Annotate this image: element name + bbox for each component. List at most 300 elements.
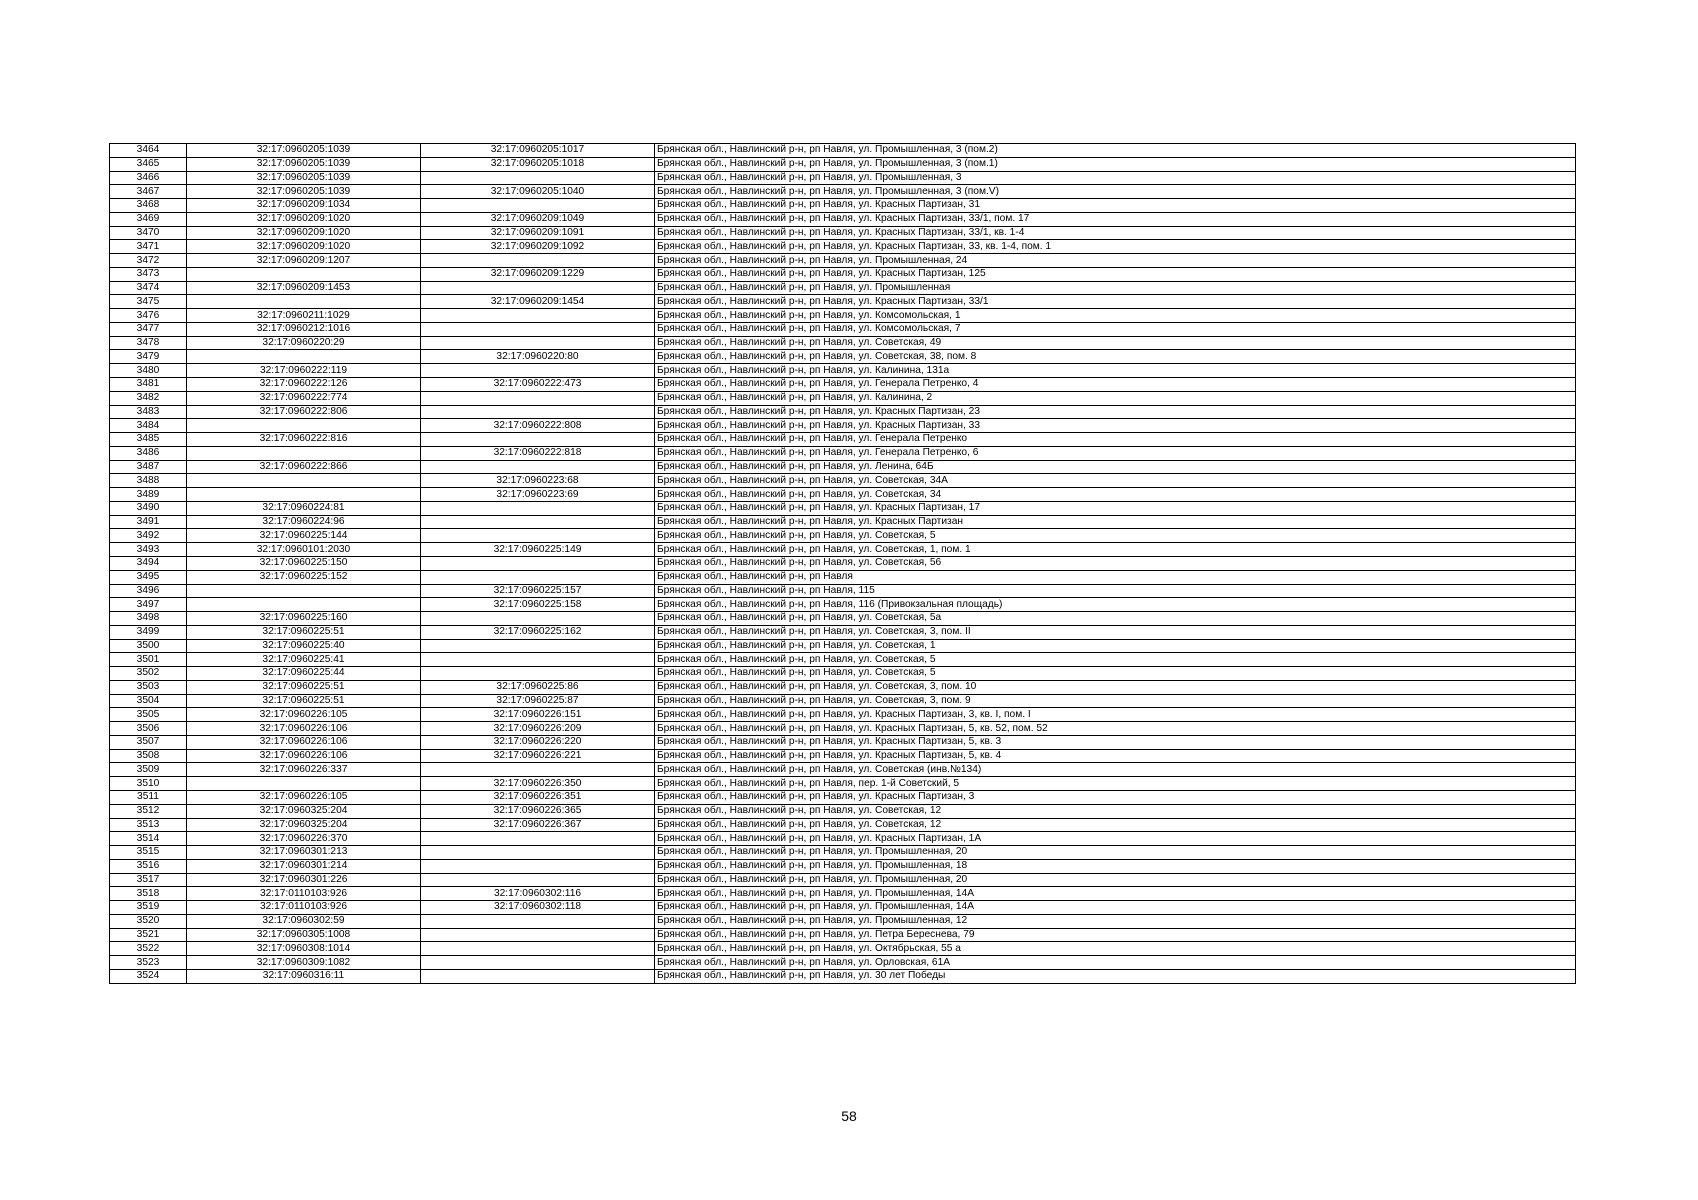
cadastral-number-cell: 32:17:0960205:1039	[187, 157, 421, 171]
cadastral-number-cell: 32:17:0960220:29	[187, 336, 421, 350]
cadastral-number-cell: 32:17:0960316:11	[187, 969, 421, 983]
cadastral-number-cell: 32:17:0960209:1034	[187, 199, 421, 213]
table-row	[110, 364, 1576, 378]
address-cell: Брянская обл., Навлинский р-н, рп Навля, ул. Красных Партизан, 33/1, кв. 1-4	[655, 226, 1576, 240]
row-number-cell: 3491	[110, 515, 187, 529]
premises-cadastral-number-cell	[421, 859, 655, 873]
cadastral-number-cell: 32:17:0960225:41	[187, 653, 421, 667]
cadastral-number-cell: 32:17:0960226:370	[187, 832, 421, 846]
table-row	[110, 887, 1576, 901]
table-row	[110, 901, 1576, 915]
row-number-cell: 3486	[110, 446, 187, 460]
row-number-cell: 3511	[110, 790, 187, 804]
premises-cadastral-number-cell: 32:17:0960223:68	[421, 474, 655, 488]
address-cell: Брянская обл., Навлинский р-н, рп Навля, ул. 30 лет Победы	[655, 969, 1576, 983]
table-row	[110, 171, 1576, 185]
cadastral-number-cell	[187, 419, 421, 433]
cadastral-number-cell: 32:17:0960308:1014	[187, 942, 421, 956]
address-cell: Брянская обл., Навлинский р-н, рп Навля, ул. Советская, 5	[655, 667, 1576, 681]
premises-cadastral-number-cell: 32:17:0960226:365	[421, 804, 655, 818]
premises-cadastral-number-cell	[421, 254, 655, 268]
premises-cadastral-number-cell	[421, 914, 655, 928]
premises-cadastral-number-cell	[421, 956, 655, 970]
row-number-cell: 3469	[110, 212, 187, 226]
table-row	[110, 625, 1576, 639]
cadastral-number-cell: 32:17:0960226:106	[187, 749, 421, 763]
premises-cadastral-number-cell: 32:17:0960222:808	[421, 419, 655, 433]
cadastral-number-cell: 32:17:0960225:51	[187, 680, 421, 694]
premises-cadastral-number-cell: 32:17:0960209:1229	[421, 267, 655, 281]
cadastral-number-cell: 32:17:0960211:1029	[187, 309, 421, 323]
table-row	[110, 942, 1576, 956]
cadastral-number-cell: 32:17:0960205:1039	[187, 171, 421, 185]
row-number-cell: 3468	[110, 199, 187, 213]
row-number-cell: 3467	[110, 185, 187, 199]
table-row	[110, 185, 1576, 199]
address-cell: Брянская обл., Навлинский р-н, рп Навля, ул. Красных Партизан, 3	[655, 790, 1576, 804]
cadastral-number-cell: 32:17:0960225:40	[187, 639, 421, 653]
premises-cadastral-number-cell	[421, 832, 655, 846]
table-row	[110, 722, 1576, 736]
premises-cadastral-number-cell: 32:17:0960226:350	[421, 777, 655, 791]
address-cell: Брянская обл., Навлинский р-н, рп Навля, ул. Промышленная	[655, 281, 1576, 295]
address-cell: Брянская обл., Навлинский р-н, рп Навля, ул. Красных Партизан, 5, кв. 3	[655, 735, 1576, 749]
row-number-cell: 3492	[110, 529, 187, 543]
row-number-cell: 3483	[110, 405, 187, 419]
premises-cadastral-number-cell: 32:17:0960209:1092	[421, 240, 655, 254]
table-row	[110, 818, 1576, 832]
row-number-cell: 3501	[110, 653, 187, 667]
premises-cadastral-number-cell: 32:17:0960205:1040	[421, 185, 655, 199]
table-row	[110, 694, 1576, 708]
row-number-cell: 3513	[110, 818, 187, 832]
premises-cadastral-number-cell: 32:17:0960302:118	[421, 901, 655, 915]
premises-cadastral-number-cell: 32:17:0960209:1049	[421, 212, 655, 226]
row-number-cell: 3523	[110, 956, 187, 970]
cadastral-number-cell: 32:17:0960209:1020	[187, 240, 421, 254]
address-cell: Брянская обл., Навлинский р-н, рп Навля, ул. Красных Партизан, 33, кв. 1-4, пом. 1	[655, 240, 1576, 254]
address-cell: Брянская обл., Навлинский р-н, рп Навля, ул. Советская, 5а	[655, 612, 1576, 626]
premises-cadastral-number-cell: 32:17:0960225:162	[421, 625, 655, 639]
table-row	[110, 391, 1576, 405]
address-cell: Брянская обл., Навлинский р-н, рп Навля, ул. Промышленная, 3 (пом.2)	[655, 144, 1576, 158]
table-row	[110, 267, 1576, 281]
premises-cadastral-number-cell: 32:17:0960225:87	[421, 694, 655, 708]
table-row	[110, 790, 1576, 804]
table-row	[110, 474, 1576, 488]
premises-cadastral-number-cell: 32:17:0960205:1017	[421, 144, 655, 158]
table-row	[110, 515, 1576, 529]
table-row	[110, 226, 1576, 240]
address-cell: Брянская обл., Навлинский р-н, рп Навля, пер. 1-й Советский, 5	[655, 777, 1576, 791]
row-number-cell: 3515	[110, 846, 187, 860]
row-number-cell: 3482	[110, 391, 187, 405]
cadastral-number-cell	[187, 446, 421, 460]
cadastral-number-cell: 32:17:0110103:926	[187, 901, 421, 915]
premises-cadastral-number-cell: 32:17:0960302:116	[421, 887, 655, 901]
address-cell: Брянская обл., Навлинский р-н, рп Навля, ул. Советская, 38, пом. 8	[655, 350, 1576, 364]
address-cell: Брянская обл., Навлинский р-н, рп Навля, ул. Промышленная, 3 (пом.1)	[655, 157, 1576, 171]
row-number-cell: 3495	[110, 570, 187, 584]
address-cell: Брянская обл., Навлинский р-н, рп Навля, ул. Комсомольская, 7	[655, 322, 1576, 336]
address-cell: Брянская обл., Навлинский р-н, рп Навля, ул. Красных Партизан, 17	[655, 501, 1576, 515]
cadastral-number-cell	[187, 295, 421, 309]
table-row	[110, 832, 1576, 846]
table-row	[110, 846, 1576, 860]
cadastral-number-cell: 32:17:0960222:806	[187, 405, 421, 419]
table-row	[110, 378, 1576, 392]
table-row	[110, 157, 1576, 171]
table-row	[110, 680, 1576, 694]
cadastral-number-cell: 32:17:0960305:1008	[187, 928, 421, 942]
address-cell: Брянская обл., Навлинский р-н, рп Навля, ул. Советская, 12	[655, 818, 1576, 832]
row-number-cell: 3510	[110, 777, 187, 791]
address-cell: Брянская обл., Навлинский р-н, рп Навля, ул. Красных Партизан, 33	[655, 419, 1576, 433]
table-row	[110, 212, 1576, 226]
address-cell: Брянская обл., Навлинский р-н, рп Навля, ул. Промышленная, 12	[655, 914, 1576, 928]
row-number-cell: 3505	[110, 708, 187, 722]
row-number-cell: 3465	[110, 157, 187, 171]
cadastral-number-cell: 32:17:0960325:204	[187, 804, 421, 818]
row-number-cell: 3480	[110, 364, 187, 378]
cadastral-number-cell: 32:17:0960225:144	[187, 529, 421, 543]
address-cell: Брянская обл., Навлинский р-н, рп Навля, ул. Промышленная, 14А	[655, 901, 1576, 915]
cadastral-number-cell: 32:17:0960212:1016	[187, 322, 421, 336]
address-cell: Брянская обл., Навлинский р-н, рп Навля, ул. Советская, 1, пом. 1	[655, 543, 1576, 557]
cadastral-number-cell: 32:17:0960224:96	[187, 515, 421, 529]
premises-cadastral-number-cell	[421, 199, 655, 213]
address-cell: Брянская обл., Навлинский р-н, рп Навля, ул. Генерала Петренко, 6	[655, 446, 1576, 460]
row-number-cell: 3466	[110, 171, 187, 185]
cadastral-number-cell	[187, 584, 421, 598]
table-row	[110, 144, 1576, 158]
premises-cadastral-number-cell	[421, 639, 655, 653]
row-number-cell: 3521	[110, 928, 187, 942]
premises-cadastral-number-cell	[421, 846, 655, 860]
row-number-cell: 3517	[110, 873, 187, 887]
table-row	[110, 336, 1576, 350]
cadastral-number-cell: 32:17:0960222:866	[187, 460, 421, 474]
row-number-cell: 3508	[110, 749, 187, 763]
row-number-cell: 3471	[110, 240, 187, 254]
premises-cadastral-number-cell	[421, 556, 655, 570]
address-cell: Брянская обл., Навлинский р-н, рп Навля, ул. Советская (инв.№134)	[655, 763, 1576, 777]
row-number-cell: 3475	[110, 295, 187, 309]
premises-cadastral-number-cell: 32:17:0960226:220	[421, 735, 655, 749]
table-row	[110, 667, 1576, 681]
row-number-cell: 3488	[110, 474, 187, 488]
table-row	[110, 433, 1576, 447]
premises-cadastral-number-cell: 32:17:0960223:69	[421, 488, 655, 502]
table-row	[110, 584, 1576, 598]
row-number-cell: 3493	[110, 543, 187, 557]
table-row	[110, 529, 1576, 543]
cadastral-number-cell: 32:17:0960325:204	[187, 818, 421, 832]
table-row	[110, 928, 1576, 942]
address-cell: Брянская обл., Навлинский р-н, рп Навля, ул. Генерала Петренко, 4	[655, 378, 1576, 392]
cadastral-number-cell: 32:17:0960225:150	[187, 556, 421, 570]
address-cell: Брянская обл., Навлинский р-н, рп Навля, ул. Комсомольская, 1	[655, 309, 1576, 323]
cadastral-number-cell: 32:17:0960209:1020	[187, 226, 421, 240]
premises-cadastral-number-cell	[421, 364, 655, 378]
cadastral-number-cell	[187, 598, 421, 612]
table-row	[110, 804, 1576, 818]
row-number-cell: 3524	[110, 969, 187, 983]
premises-cadastral-number-cell: 32:17:0960222:473	[421, 378, 655, 392]
premises-cadastral-number-cell	[421, 529, 655, 543]
address-cell: Брянская обл., Навлинский р-н, рп Навля, ул. Красных Партизан, 31	[655, 199, 1576, 213]
row-number-cell: 3520	[110, 914, 187, 928]
address-cell: Брянская обл., Навлинский р-н, рп Навля, ул. Красных Партизан, 5, кв. 52, пом. 52	[655, 722, 1576, 736]
address-cell: Брянская обл., Навлинский р-н, рп Навля, ул. Красных Партизан, 3, кв. I, пом. I	[655, 708, 1576, 722]
premises-cadastral-number-cell	[421, 928, 655, 942]
row-number-cell: 3478	[110, 336, 187, 350]
cadastral-number-cell: 32:17:0960225:152	[187, 570, 421, 584]
premises-cadastral-number-cell: 32:17:0960226:221	[421, 749, 655, 763]
address-cell: Брянская обл., Навлинский р-н, рп Навля, ул. Красных Партизан, 1А	[655, 832, 1576, 846]
premises-cadastral-number-cell	[421, 873, 655, 887]
row-number-cell: 3494	[110, 556, 187, 570]
premises-cadastral-number-cell	[421, 942, 655, 956]
cadastral-number-cell: 32:17:0960309:1082	[187, 956, 421, 970]
row-number-cell: 3500	[110, 639, 187, 653]
row-number-cell: 3497	[110, 598, 187, 612]
cadastral-number-cell	[187, 488, 421, 502]
row-number-cell: 3507	[110, 735, 187, 749]
row-number-cell: 3504	[110, 694, 187, 708]
address-cell: Брянская обл., Навлинский р-н, рп Навля, ул. Советская, 49	[655, 336, 1576, 350]
table-row	[110, 956, 1576, 970]
cadastral-number-cell: 32:17:0960209:1453	[187, 281, 421, 295]
premises-cadastral-number-cell	[421, 501, 655, 515]
cadastral-number-cell: 32:17:0960225:160	[187, 612, 421, 626]
premises-cadastral-number-cell	[421, 667, 655, 681]
address-cell: Брянская обл., Навлинский р-н, рп Навля, 115	[655, 584, 1576, 598]
premises-cadastral-number-cell	[421, 322, 655, 336]
premises-cadastral-number-cell	[421, 515, 655, 529]
cadastral-number-cell: 32:17:0960224:81	[187, 501, 421, 515]
cadastral-number-cell: 32:17:0110103:926	[187, 887, 421, 901]
row-number-cell: 3499	[110, 625, 187, 639]
address-cell: Брянская обл., Навлинский р-н, рп Навля, ул. Советская, 3, пом. II	[655, 625, 1576, 639]
table-row	[110, 488, 1576, 502]
premises-cadastral-number-cell: 32:17:0960225:158	[421, 598, 655, 612]
address-cell: Брянская обл., Навлинский р-н, рп Навля, ул. Советская, 34А	[655, 474, 1576, 488]
address-cell: Брянская обл., Навлинский р-н, рп Навля, ул. Орловская, 61А	[655, 956, 1576, 970]
cadastral-number-cell	[187, 267, 421, 281]
row-number-cell: 3519	[110, 901, 187, 915]
row-number-cell: 3503	[110, 680, 187, 694]
address-cell: Брянская обл., Навлинский р-н, рп Навля, ул. Промышленная, 3	[655, 171, 1576, 185]
cadastral-number-cell	[187, 350, 421, 364]
table-row	[110, 653, 1576, 667]
row-number-cell: 3477	[110, 322, 187, 336]
address-cell: Брянская обл., Навлинский р-н, рп Навля, ул. Красных Партизан, 33/1	[655, 295, 1576, 309]
row-number-cell: 3484	[110, 419, 187, 433]
table-row	[110, 543, 1576, 557]
table-row	[110, 405, 1576, 419]
cadastral-number-cell: 32:17:0960225:44	[187, 667, 421, 681]
table-row	[110, 501, 1576, 515]
table-row	[110, 309, 1576, 323]
cadastral-number-cell: 32:17:0960226:105	[187, 790, 421, 804]
row-number-cell: 3496	[110, 584, 187, 598]
cadastral-number-cell: 32:17:0960301:214	[187, 859, 421, 873]
row-number-cell: 3489	[110, 488, 187, 502]
address-cell: Брянская обл., Навлинский р-н, рп Навля, ул. Советская, 3, пом. 9	[655, 694, 1576, 708]
row-number-cell: 3473	[110, 267, 187, 281]
table-row	[110, 859, 1576, 873]
table-row	[110, 254, 1576, 268]
premises-cadastral-number-cell: 32:17:0960209:1091	[421, 226, 655, 240]
registry-table-body	[110, 144, 1576, 984]
address-cell: Брянская обл., Навлинский р-н, рп Навля, ул. Генерала Петренко	[655, 433, 1576, 447]
table-row	[110, 969, 1576, 983]
cadastral-number-cell	[187, 474, 421, 488]
premises-cadastral-number-cell	[421, 969, 655, 983]
address-cell: Брянская обл., Навлинский р-н, рп Навля, ул. Красных Партизан, 5, кв. 4	[655, 749, 1576, 763]
address-cell: Брянская обл., Навлинский р-н, рп Навля, 116 (Привокзальная площадь)	[655, 598, 1576, 612]
table-row	[110, 322, 1576, 336]
premises-cadastral-number-cell	[421, 763, 655, 777]
page-number: 58	[841, 1108, 857, 1124]
cadastral-number-cell: 32:17:0960209:1207	[187, 254, 421, 268]
premises-cadastral-number-cell: 32:17:0960205:1018	[421, 157, 655, 171]
table-row	[110, 612, 1576, 626]
row-number-cell: 3516	[110, 859, 187, 873]
premises-cadastral-number-cell: 32:17:0960222:818	[421, 446, 655, 460]
premises-cadastral-number-cell	[421, 460, 655, 474]
address-cell: Брянская обл., Навлинский р-н, рп Навля, ул. Советская, 1	[655, 639, 1576, 653]
premises-cadastral-number-cell: 32:17:0960226:367	[421, 818, 655, 832]
address-cell: Брянская обл., Навлинский р-н, рп Навля, ул. Промышленная, 14А	[655, 887, 1576, 901]
row-number-cell: 3502	[110, 667, 187, 681]
row-number-cell: 3476	[110, 309, 187, 323]
premises-cadastral-number-cell	[421, 171, 655, 185]
row-number-cell: 3506	[110, 722, 187, 736]
premises-cadastral-number-cell	[421, 336, 655, 350]
cadastral-number-cell: 32:17:0960222:774	[187, 391, 421, 405]
row-number-cell: 3481	[110, 378, 187, 392]
table-row	[110, 777, 1576, 791]
cadastral-number-cell: 32:17:0960205:1039	[187, 144, 421, 158]
address-cell: Брянская обл., Навлинский р-н, рп Навля, ул. Красных Партизан, 125	[655, 267, 1576, 281]
row-number-cell: 3518	[110, 887, 187, 901]
address-cell: Брянская обл., Навлинский р-н, рп Навля, ул. Советская, 12	[655, 804, 1576, 818]
row-number-cell: 3474	[110, 281, 187, 295]
cadastral-number-cell: 32:17:0960205:1039	[187, 185, 421, 199]
premises-cadastral-number-cell	[421, 570, 655, 584]
address-cell: Брянская обл., Навлинский р-н, рп Навля, ул. Промышленная, 3 (пом.V)	[655, 185, 1576, 199]
premises-cadastral-number-cell	[421, 309, 655, 323]
address-cell: Брянская обл., Навлинский р-н, рп Навля, ул. Октябрьская, 55 а	[655, 942, 1576, 956]
cadastral-number-cell	[187, 777, 421, 791]
cadastral-number-cell: 32:17:0960209:1020	[187, 212, 421, 226]
row-number-cell: 3472	[110, 254, 187, 268]
row-number-cell: 3464	[110, 144, 187, 158]
table-row	[110, 749, 1576, 763]
cadastral-number-cell: 32:17:0960226:106	[187, 722, 421, 736]
premises-cadastral-number-cell	[421, 281, 655, 295]
row-number-cell: 3485	[110, 433, 187, 447]
cadastral-number-cell: 32:17:0960222:126	[187, 378, 421, 392]
table-row	[110, 598, 1576, 612]
row-number-cell: 3498	[110, 612, 187, 626]
address-cell: Брянская обл., Навлинский р-н, рп Навля, ул. Советская, 3, пом. 10	[655, 680, 1576, 694]
premises-cadastral-number-cell	[421, 391, 655, 405]
table-row	[110, 556, 1576, 570]
address-cell: Брянская обл., Навлинский р-н, рп Навля, ул. Ленина, 64Б	[655, 460, 1576, 474]
table-row	[110, 914, 1576, 928]
table-row	[110, 873, 1576, 887]
cadastral-number-cell: 32:17:0960301:226	[187, 873, 421, 887]
table-row	[110, 350, 1576, 364]
address-cell: Брянская обл., Навлинский р-н, рп Навля, ул. Калинина, 2	[655, 391, 1576, 405]
row-number-cell: 3490	[110, 501, 187, 515]
row-number-cell: 3479	[110, 350, 187, 364]
address-cell: Брянская обл., Навлинский р-н, рп Навля, ул. Красных Партизан, 33/1, пом. 17	[655, 212, 1576, 226]
table-row	[110, 735, 1576, 749]
row-number-cell: 3514	[110, 832, 187, 846]
premises-cadastral-number-cell	[421, 653, 655, 667]
premises-cadastral-number-cell: 32:17:0960226:209	[421, 722, 655, 736]
cadastral-number-cell: 32:17:0960226:105	[187, 708, 421, 722]
cadastral-number-cell: 32:17:0960302:59	[187, 914, 421, 928]
premises-cadastral-number-cell: 32:17:0960225:86	[421, 680, 655, 694]
table-row	[110, 446, 1576, 460]
address-cell: Брянская обл., Навлинский р-н, рп Навля, ул. Советская, 5	[655, 653, 1576, 667]
table-row	[110, 295, 1576, 309]
cadastral-number-cell: 32:17:0960222:119	[187, 364, 421, 378]
row-number-cell: 3470	[110, 226, 187, 240]
address-cell: Брянская обл., Навлинский р-н, рп Навля	[655, 570, 1576, 584]
row-number-cell: 3487	[110, 460, 187, 474]
cadastral-number-cell: 32:17:0960226:337	[187, 763, 421, 777]
address-cell: Брянская обл., Навлинский р-н, рп Навля, ул. Промышленная, 20	[655, 873, 1576, 887]
premises-cadastral-number-cell: 32:17:0960226:351	[421, 790, 655, 804]
premises-cadastral-number-cell	[421, 612, 655, 626]
row-number-cell: 3512	[110, 804, 187, 818]
address-cell: Брянская обл., Навлинский р-н, рп Навля, ул. Промышленная, 24	[655, 254, 1576, 268]
address-cell: Брянская обл., Навлинский р-н, рп Навля, ул. Красных Партизан, 23	[655, 405, 1576, 419]
premises-cadastral-number-cell	[421, 433, 655, 447]
table-row	[110, 708, 1576, 722]
address-cell: Брянская обл., Навлинский р-н, рп Навля, ул. Советская, 34	[655, 488, 1576, 502]
registry-table	[109, 143, 1576, 984]
cadastral-number-cell: 32:17:0960101:2030	[187, 543, 421, 557]
cadastral-number-cell: 32:17:0960301:213	[187, 846, 421, 860]
address-cell: Брянская обл., Навлинский р-н, рп Навля, ул. Советская, 5	[655, 529, 1576, 543]
cadastral-number-cell: 32:17:0960225:51	[187, 625, 421, 639]
table-row	[110, 240, 1576, 254]
address-cell: Брянская обл., Навлинский р-н, рп Навля, ул. Промышленная, 18	[655, 859, 1576, 873]
table-row	[110, 763, 1576, 777]
address-cell: Брянская обл., Навлинский р-н, рп Навля, ул. Промышленная, 20	[655, 846, 1576, 860]
table-row	[110, 419, 1576, 433]
row-number-cell: 3509	[110, 763, 187, 777]
table-row	[110, 281, 1576, 295]
cadastral-number-cell: 32:17:0960222:816	[187, 433, 421, 447]
table-row	[110, 570, 1576, 584]
address-cell: Брянская обл., Навлинский р-н, рп Навля, ул. Калинина, 131а	[655, 364, 1576, 378]
premises-cadastral-number-cell: 32:17:0960209:1454	[421, 295, 655, 309]
table-row	[110, 199, 1576, 213]
premises-cadastral-number-cell	[421, 405, 655, 419]
address-cell: Брянская обл., Навлинский р-н, рп Навля, ул. Петра Береснева, 79	[655, 928, 1576, 942]
cadastral-number-cell: 32:17:0960226:106	[187, 735, 421, 749]
premises-cadastral-number-cell: 32:17:0960225:149	[421, 543, 655, 557]
cadastral-number-cell: 32:17:0960225:51	[187, 694, 421, 708]
